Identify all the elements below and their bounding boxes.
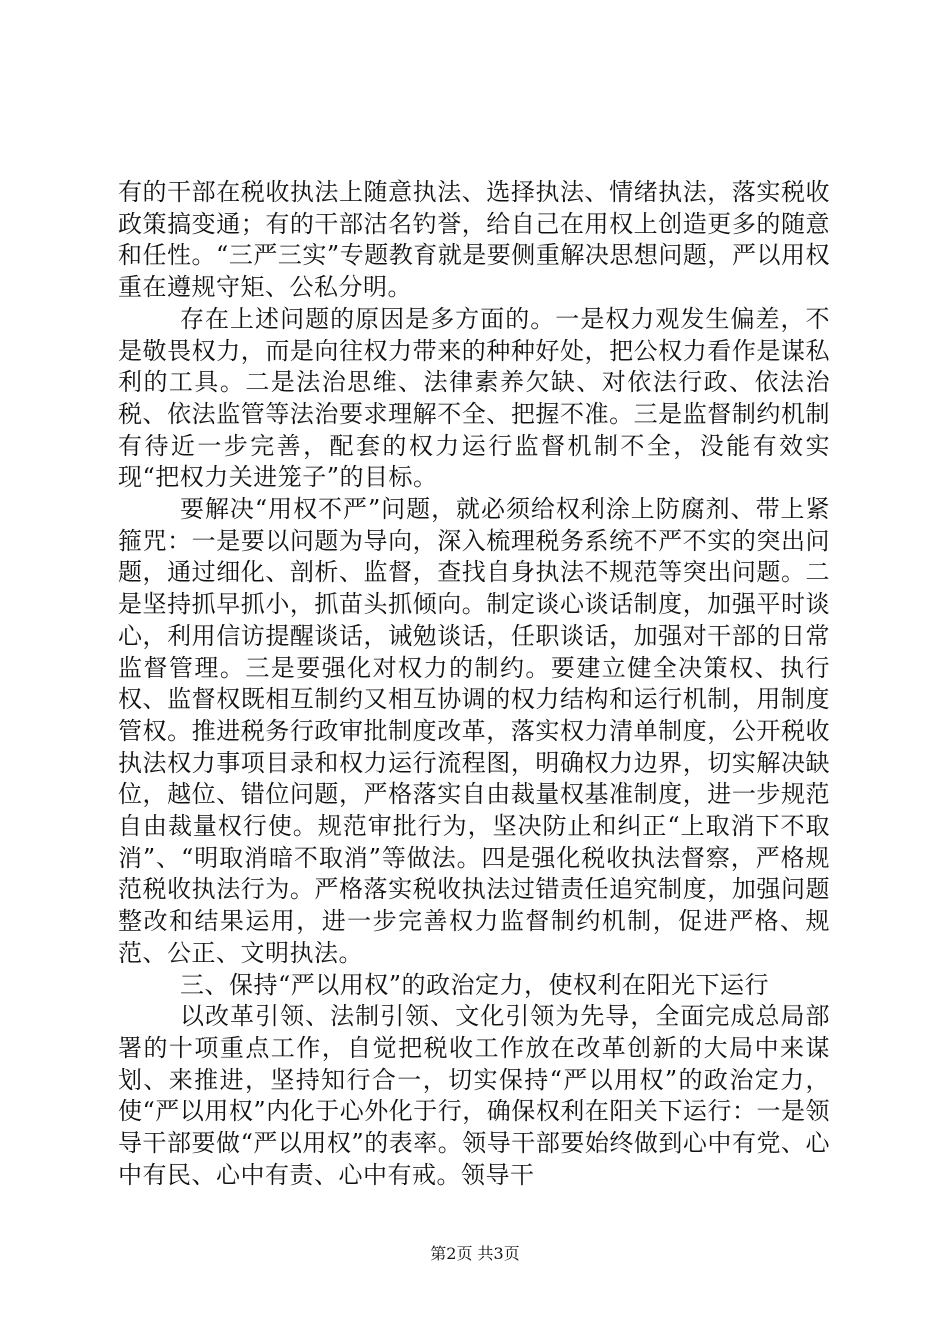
paragraph-solutions: 要解决“用权不严”问题，就必须给权利涂上防腐剂、带上紧箍咒：一是要以问题为导向，深入梳理税务系统不严不实的突出问题，通过细化、剖析、监督，查找自身执法不规范等突出问题。二是坚持抓早抓小，抓苗头抓倾向。制定谈心谈话制度，加强平时谈心，利用信访提醒谈话，诫勉谈话，任职谈话，加强对干部的日常监督管理。三是要强化对权力的制约。要建立健全决策权、执行权、监督权既相互制约又相互协调的权力结构和运行机制，用制度管权。推进税务行政审批制度改革，落实权力清单制度，公开税收执法权力事项目录和权力运行流程图，明确权力边界，切实解决缺位，越位、错位问题，严格落实自由裁量权基准制度，进一步规范自由裁量权行使。规范审批行为，坚决防止和纠正“上取消下不取消”、“明取消暗不取消”等做法。四是强化税收执法督察，严格规范税收执法行为。严格落实税收执法过错责任追究制度，加强问题整改和结果运用，进一步完善权力监督制约机制，促进严格、规范、公正、文明执法。	[118, 495, 830, 967]
section-heading: 三、保持“严以用权”的政治定力，使权利在阳光下运行	[180, 970, 770, 999]
page-footer: 第2页 共3页	[430, 1244, 520, 1263]
paragraph-continued: 有的干部在税收执法上随意执法、选择执法、情绪执法，落实税收政策搞变通；有的干部沽名钓誉，给自己在用权上创造更多的随意和任性。“三严三实”专题教育就是要侧重解决思想问题，严以用权重在遵规守矩、公私分明。	[118, 178, 830, 302]
paragraph-reform: 以改革引领、法制引领、文化引领为先导，全面完成总局部署的十项重点工作，自觉把税收工作放在改革创新的大局中来谋划、来推进，坚持知行合一，切实保持“严以用权”的政治定力，使“严以用权”内化于心外化于行，确保权利在阳关下运行：一是领导干部要做“严以用权”的表率。领导干部要始终做到心中有党、心中有民、心中有责、心中有戒。领导干	[118, 1002, 830, 1189]
paragraph-causes: 存在上述问题的原因是多方面的。一是权力观发生偏差，不是敬畏权力，而是向往权力带来的种种好处，把公权力看作是谋私利的工具。二是法治思维、法律素养欠缺、对依法行政、依法治税、依法监管等法治要求理解不全、把握不准。三是监督制约机制有待近一步完善，配套的权力运行监督机制不全，没能有效实现“把权力关进笼子”的目标。	[118, 304, 830, 492]
document-body	[118, 177, 830, 1192]
